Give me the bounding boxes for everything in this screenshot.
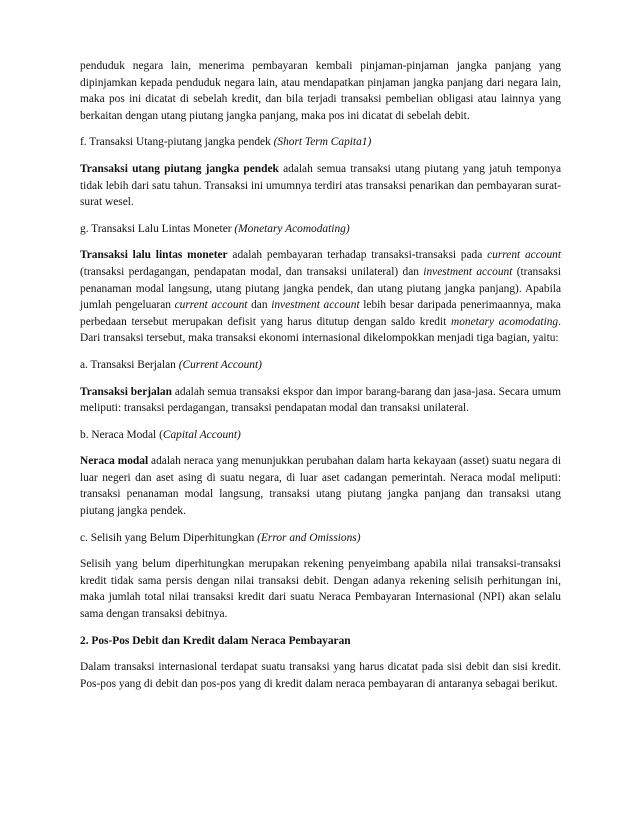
section-g-italic-3: current account: [174, 299, 248, 312]
section-c-paragraph: Selisih yang belum diperhitungkan merupakan rekening penyeimbang apabila nilai transaksi-transaksi kredit tidak sama persis dengan nilai transaksi debit. Dengan adanya rekening selisih perhitungan ini, maka jumlah total nilai transaksi kredit dari suatu Neraca Pembayaran Internasional (NPI) akan selalu sama dengan transaksi debitnya.: [80, 558, 561, 621]
section-a-heading-text: a. Transaksi Berjalan: [80, 358, 179, 371]
section-g-body-6: . Dari transaksi tersebut, maka transaksi ekonomi internasional dikelompokkan menjadi tiga bagian, yaitu:: [80, 315, 561, 345]
section-2-paragraph: Dalam transaksi internasional terdapat suatu transaksi yang harus dicatat pada sisi debit dan sisi kredit. Pos-pos yang di debit dan pos-pos yang di kredit dalam neraca pembayaran di antaranya sebagai berikut.: [80, 661, 561, 690]
section-g-italic-5: monetary acomodating: [450, 315, 559, 328]
section-b-paragraph: [80, 453, 561, 519]
section-g-heading: [80, 221, 561, 238]
section-g-body-1: adalah pembayaran terhadap transaksi-transaksi pada: [227, 249, 488, 262]
section-b-heading-text: b. Neraca Modal (: [80, 428, 163, 441]
section-c-heading-italic: (Error and Omissions): [257, 531, 361, 544]
section-g-paragraph: [80, 247, 561, 347]
section-g-term: Transaksi lalu lintas moneter: [80, 249, 228, 262]
document-page: [80, 58, 561, 702]
section-g-body-2: (transaksi perdagangan, pendapatan modal, dan transaksi unilateral) dan: [80, 265, 424, 278]
section-c-heading-text: c. Selisih yang Belum Diperhitungkan: [80, 531, 258, 544]
section-a-heading-italic: (Current Account): [178, 358, 262, 371]
section-g-italic-4: investment account: [271, 299, 360, 312]
section-f-heading: [80, 134, 561, 151]
section-a-paragraph: [80, 384, 561, 417]
section-f-paragraph: [80, 161, 561, 211]
section-g-heading-text: g. Transaksi Lalu Lintas Moneter: [80, 222, 235, 235]
section-b-heading: [80, 427, 561, 444]
section-2-heading: 2. Pos-Pos Debit dan Kredit dalam Neraca Pembayaran: [80, 634, 351, 647]
section-f-heading-italic: (Short Term Capita1): [273, 136, 372, 149]
section-g-body-3: (transaksi penanaman modal langsung, utang piutang jangka pendek, dan utang piutang jangka panjang). Apabila jumlah pengeluaran: [80, 265, 561, 312]
section-a-heading: [80, 357, 561, 374]
section-f-heading-text: f. Transaksi Utang-piutang jangka pendek: [80, 136, 274, 149]
section-a-term: Transaksi berjalan: [80, 385, 172, 398]
section-f-term: Transaksi utang piutang jangka pendek: [80, 162, 279, 175]
section-g-heading-italic: (Monetary Acomodating): [234, 222, 350, 235]
section-c-heading: [80, 530, 561, 547]
intro-paragraph: penduduk negara lain, menerima pembayaran kembali pinjaman-pinjaman jangka panjang yang dipinjamkan kepada penduduk negara lain, atau mendapatkan pinjaman jangka panjang dari negara lain, maka pos ini dicatat di sebelah kredit, dan bila terjadi transaksi pembelian obligasi atau lainnya yang berkaitan dengan utang piutang jangka panjang, maka pos ini dicatat di sebelah debit.: [80, 60, 561, 122]
section-g-body-5: lebih besar daripada penerimaannya, maka perbedaan tersebut merupakan defisit yang harus ditutup dengan saldo kredit: [80, 299, 561, 328]
section-b-term: Neraca modal: [80, 455, 149, 468]
section-f-body: adalah semua transaksi utang piutang yang jatuh temponya tidak lebih dari satu tahun. Transaksi ini umumnya terdiri atas transaksi penarikan dan pembayaran surat-surat wesel.: [80, 162, 562, 209]
section-g-italic-2: investment account: [423, 265, 513, 278]
section-a-body: adalah semua transaksi ekspor dan impor barang-barang dan jasa-jasa. Secara umum meliputi: transaksi perdagangan, transaksi pendapatan modal dan transaksi unilateral.: [80, 385, 561, 415]
section-g-body-4: dan: [247, 299, 272, 312]
section-b-heading-italic: Capital Account): [162, 428, 241, 441]
section-b-body: adalah neraca yang menunjukkan perubahan dalam harta kekayaan (asset) suatu negara di luar negeri dan aset asing di suatu negara, di luar aset cadangan pemerintah. Neraca modal meliputi: transaksi penanaman modal langsung, transaksi utang piutang jangka panjang dan transaksi utang piutang jangka pendek.: [80, 455, 561, 518]
section-g-italic-1: current account: [487, 249, 562, 262]
